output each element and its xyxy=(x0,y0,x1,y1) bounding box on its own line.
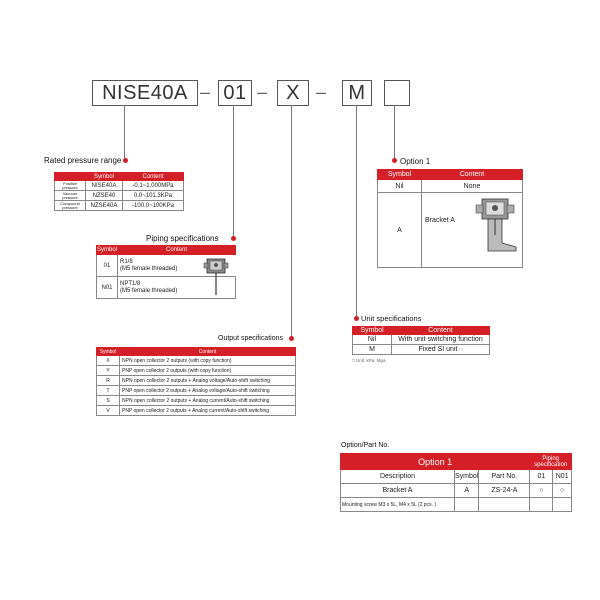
leader-line xyxy=(124,105,125,160)
pressure-sensor-image xyxy=(201,255,231,297)
row-content: PNP open collector 2 outputs (with copy function) xyxy=(120,366,296,376)
row-content-line2: (M5 female threaded) xyxy=(120,287,178,294)
header-option1: Option 1 xyxy=(341,454,530,470)
bracket-a-image xyxy=(470,195,522,255)
table-row xyxy=(55,201,184,211)
rated-pressure-table xyxy=(54,172,184,211)
row-content-line2: (M5 female threaded) xyxy=(120,265,178,272)
row-01: ○ xyxy=(530,484,553,498)
note-square-icon: □ xyxy=(459,347,463,353)
row-n01: ○ xyxy=(553,484,572,498)
row-symbol: X xyxy=(97,356,120,366)
leader-line xyxy=(233,105,234,238)
marker-dot xyxy=(354,316,359,321)
table-row xyxy=(341,498,572,512)
row-symbol: 01 xyxy=(97,255,118,277)
header-symbol: Symbol xyxy=(378,170,422,180)
model-code-piping: 01 xyxy=(218,80,252,106)
row-symbol: Y xyxy=(97,366,120,376)
table-row xyxy=(341,484,572,498)
header-blank xyxy=(55,173,86,181)
row-content xyxy=(392,345,490,355)
rated-pressure-title: Rated pressure range xyxy=(44,156,122,165)
row-symbol: Nil xyxy=(353,335,392,345)
row-content: With unit switching function xyxy=(392,335,490,345)
row-content: NPN open collector 2 outputs + Analog voltage/Auto-shift switching xyxy=(120,376,296,386)
col-symbol: Symbol xyxy=(455,470,479,484)
row-symbol: R xyxy=(97,376,120,386)
marker-dot xyxy=(123,158,128,163)
model-code-unit: M xyxy=(342,80,372,106)
row-symbol: N01 xyxy=(97,277,118,299)
output-specs-table xyxy=(96,347,296,416)
header-symbol: Symbol xyxy=(97,247,118,253)
unit-specs-table xyxy=(352,326,490,355)
row-content: -0.1~1.000MPa xyxy=(123,181,184,191)
row-symbol: NZSE40A xyxy=(86,201,123,211)
row-content: 0.0~101.3KPa xyxy=(123,191,184,201)
table-row xyxy=(97,396,296,406)
table-row xyxy=(378,180,523,193)
row-symbol: Nil xyxy=(378,180,422,193)
header-symbol: Symbol xyxy=(86,173,123,181)
table-row xyxy=(97,386,296,396)
row-content-label: Fixed SI unit xyxy=(418,346,458,353)
leader-line xyxy=(291,105,292,338)
row-content-line1: R1/8 xyxy=(120,258,133,265)
row-content: NPN open collector 2 outputs (with copy function) xyxy=(120,356,296,366)
table-row xyxy=(353,335,490,345)
header-content: Content xyxy=(118,246,236,255)
code-dash: – xyxy=(257,82,268,102)
row-description: Bracket A xyxy=(341,484,455,498)
row-part-no xyxy=(479,498,530,512)
row-description: Mounting screw M3 x 5L, M4 x 5L (2 pcs. ) xyxy=(341,498,455,512)
header-piping-specification: Piping specification xyxy=(530,454,572,470)
piping-specs-title: Piping specifications xyxy=(146,234,219,243)
header-content: Content xyxy=(392,327,490,335)
option-part-table xyxy=(340,453,572,512)
table-row xyxy=(97,376,296,386)
row-content: NPN open collector 2 outputs + Analog current/Auto-shift switching xyxy=(120,396,296,406)
code-dash: – xyxy=(200,82,211,102)
unit-note xyxy=(352,358,386,363)
row-symbol xyxy=(455,498,479,512)
row-label: Vacuum pressure xyxy=(55,191,86,201)
header-content: Content xyxy=(123,173,184,181)
option-part-title: Option/Part No. xyxy=(341,442,390,449)
col-description: Description xyxy=(341,470,455,484)
row-content-label: Bracket A xyxy=(425,216,455,224)
note-square-icon: □ xyxy=(352,358,355,363)
row-symbol: NZSE40 xyxy=(86,191,123,201)
model-code-base: NISE40A xyxy=(92,80,198,106)
table-row xyxy=(97,366,296,376)
header-content: Content xyxy=(120,348,296,356)
row-symbol: V xyxy=(97,406,120,416)
row-symbol: A xyxy=(455,484,479,498)
option1-title: Option 1 xyxy=(400,157,431,166)
marker-dot xyxy=(289,336,294,341)
table-row xyxy=(55,181,184,191)
leader-line xyxy=(356,105,357,317)
row-content: PNP open collector 2 outputs + Analog voltage/Auto-shift switching xyxy=(120,386,296,396)
row-symbol: M xyxy=(353,345,392,355)
row-part-no: ZS-24-A xyxy=(479,484,530,498)
col-01: 01 xyxy=(530,470,553,484)
table-row xyxy=(97,406,296,416)
header-content: Content xyxy=(422,170,523,180)
table-row xyxy=(55,191,184,201)
row-symbol: A xyxy=(378,193,422,268)
marker-dot xyxy=(392,158,397,163)
unit-specs-title: Unit specifications xyxy=(361,314,422,323)
header-symbol: Symbol xyxy=(97,348,120,356)
model-code-output: X xyxy=(277,80,309,106)
row-content-line1: NPT1/8 xyxy=(120,280,141,287)
table-row xyxy=(353,345,490,355)
row-symbol: NISE40A xyxy=(86,181,123,191)
marker-dot xyxy=(231,236,236,241)
header-symbol: Symbol xyxy=(353,327,392,335)
row-symbol: S xyxy=(97,396,120,406)
row-label: Compound pressure xyxy=(55,201,86,211)
output-specs-title: Output specifications xyxy=(218,335,283,342)
row-content: None xyxy=(422,180,523,193)
row-content: PNP open collector 2 outputs + Analog current/Auto-shift switching xyxy=(120,406,296,416)
row-01 xyxy=(530,498,553,512)
leader-line xyxy=(394,105,395,160)
model-code-option xyxy=(384,80,410,106)
table-row xyxy=(97,356,296,366)
code-dash: – xyxy=(316,82,327,102)
row-n01 xyxy=(553,498,572,512)
row-content: -100.0~100KPa xyxy=(123,201,184,211)
row-label: Positive pressure xyxy=(55,181,86,191)
col-part-no: Part No. xyxy=(479,470,530,484)
row-symbol: T xyxy=(97,386,120,396)
col-n01: N01 xyxy=(553,470,572,484)
unit-note-text: Unit: kPa, Mpa xyxy=(355,358,386,363)
